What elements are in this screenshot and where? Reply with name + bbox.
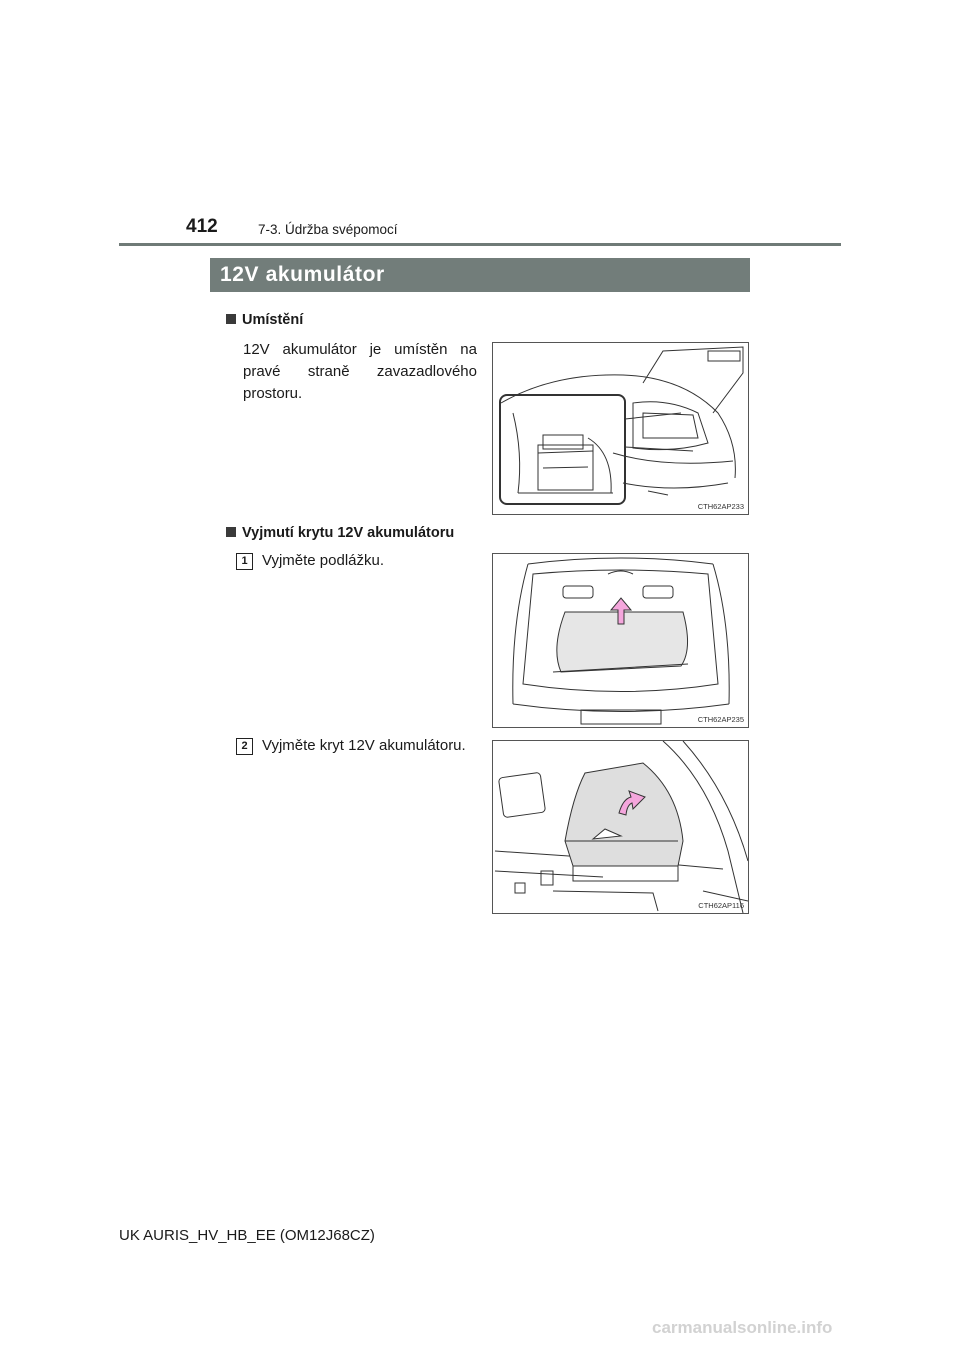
figure-remove-floor <box>492 553 749 728</box>
watermark: carmanualsonline.info <box>652 1318 833 1337</box>
square-bullet-icon <box>226 314 236 324</box>
step-1 <box>236 552 384 570</box>
section-banner: 12V akumulátor <box>210 258 750 292</box>
figure-battery-location <box>492 342 749 515</box>
page-number: 412 <box>186 216 218 237</box>
figure-code: CTH62AP235 <box>697 715 744 724</box>
step-1-text: Vyjměte podlážku. <box>262 552 385 569</box>
subheading-remove-cover-text: Vyjmutí krytu 12V akumulátoru <box>242 525 455 541</box>
location-paragraph: 12V akumulátor je umístěn na pravé straně zavazadlového prostoru. <box>243 341 477 402</box>
step-number-badge: 1 <box>236 553 253 570</box>
figure-code: CTH62AP116 <box>698 901 744 910</box>
subheading-remove-cover <box>226 525 454 541</box>
step-number-badge: 2 <box>236 738 253 755</box>
subheading-location-text: Umístění <box>242 312 304 328</box>
header-rule <box>119 243 841 246</box>
figure-remove-battery-cover <box>492 740 749 914</box>
square-bullet-icon <box>226 527 236 537</box>
section-reference: 7-3. Údržba svépomocí <box>258 222 398 237</box>
step-2-text: Vyjměte kryt 12V akumulátoru. <box>262 737 466 754</box>
step-2 <box>236 737 466 755</box>
subheading-location <box>226 312 303 328</box>
figure-code: CTH62AP233 <box>697 502 744 511</box>
footer-model-code: UK AURIS_HV_HB_EE (OM12J68CZ) <box>119 1227 375 1244</box>
